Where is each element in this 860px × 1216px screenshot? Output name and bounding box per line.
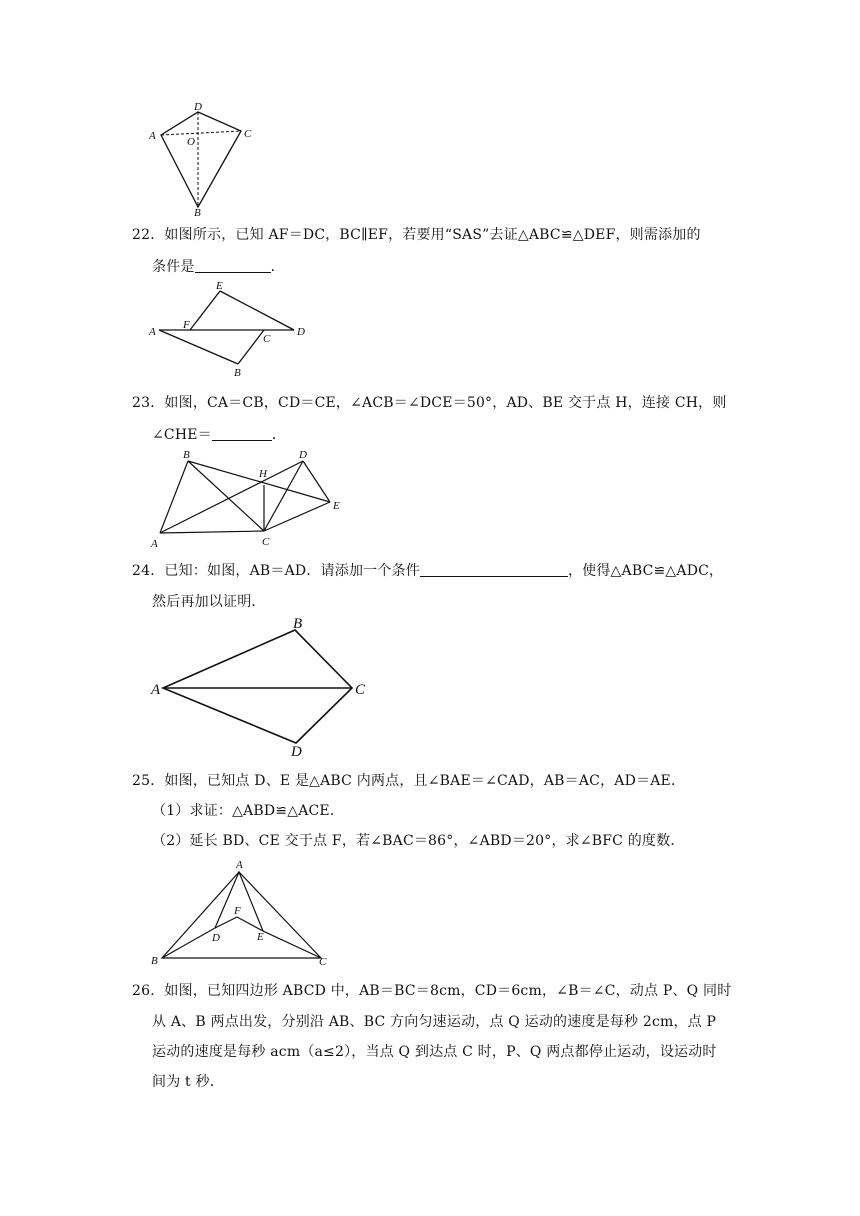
q24-line2: 然后再加以证明． [152, 594, 266, 610]
q22-line1: 22．如图所示，已知 AF＝DC，BC∥EF，若要用“SAS”去证△ABC≌△DEF，则需添加的 [132, 227, 701, 243]
q23-line2-end: ． [271, 427, 287, 443]
point-label: F [234, 905, 241, 917]
point-label: B [234, 367, 241, 379]
point-label: H [259, 468, 267, 480]
figure-q25 [145, 857, 335, 967]
q24-line1 [132, 560, 723, 580]
point-label: E [333, 500, 340, 512]
point-label: D [194, 101, 202, 113]
figure-q23 [145, 447, 355, 552]
answer-blank [420, 562, 568, 577]
figure-q24 [145, 612, 375, 762]
point-label: B [293, 616, 303, 632]
point-label: C [355, 682, 366, 698]
q23-line1: 23．如图，CA＝CB，CD＝CE，∠ACB＝∠DCE＝50°，AD、BE 交于点 H，连接 CH，则 [132, 395, 727, 411]
q25-sub2: （2）延长 BD、CE 交于点 F，若∠BAC＝86°，∠ABD＝20°，求∠BFC 的度数． [152, 833, 685, 849]
point-label: C [263, 333, 271, 345]
point-label: C [262, 536, 270, 548]
point-label: A [149, 130, 156, 142]
q26-line3: 运动的速度是每秒 acm（a≤2），当点 Q 到达点 C 时，P、Q 两点都停止运动，设运动时 [152, 1044, 717, 1060]
q25-sub1: （1）求证：△ABD≌△ACE． [152, 803, 345, 819]
point-label: O [187, 136, 195, 148]
q22-line2-end: ． [270, 259, 285, 275]
q22-line2-text: 条件是 [152, 259, 195, 275]
q23-line2 [152, 424, 286, 444]
q22-line2 [152, 256, 285, 276]
figure-q22 [145, 278, 315, 383]
q26-line2: 从 A、B 两点出发，分别沿 AB、BC 方向匀速运动，点 Q 运动的速度是每秒 2cm，点 P [152, 1014, 717, 1030]
point-label: A [236, 859, 243, 871]
answer-blank [212, 426, 272, 441]
point-label: D [212, 932, 220, 944]
point-label: D [297, 326, 305, 338]
point-label: A [151, 538, 158, 550]
figure-kite [145, 100, 265, 220]
answer-blank [195, 258, 271, 273]
q26-line4: 间为 t 秒． [152, 1074, 224, 1090]
point-label: C [244, 128, 252, 140]
point-label: E [216, 280, 223, 292]
point-label: B [194, 207, 201, 219]
q24-line1-end: ，使得△ABC≌△ADC， [567, 563, 724, 579]
point-label: C [319, 956, 327, 968]
point-label: A [151, 682, 161, 698]
q23-line2-text: ∠CHE＝ [152, 427, 212, 443]
q24-line1-text: 24．已知：如图，AB＝AD．请添加一个条件 [132, 563, 420, 579]
q25-line1: 25．如图，已知点 D、E 是△ABC 内两点，且∠BAE＝∠CAD，AB＝AC，AD＝AE． [132, 773, 686, 789]
point-label: D [291, 744, 302, 760]
point-label: E [257, 931, 264, 943]
point-label: A [149, 326, 156, 338]
q26-line1: 26．如图，已知四边形 ABCD 中，AB＝BC＝8cm，CD＝6cm，∠B＝∠C，动点 P、Q 同时 [132, 983, 732, 999]
point-label: B [151, 955, 158, 967]
point-label: D [299, 449, 307, 461]
point-label: F [183, 319, 190, 331]
point-label: B [183, 449, 190, 461]
